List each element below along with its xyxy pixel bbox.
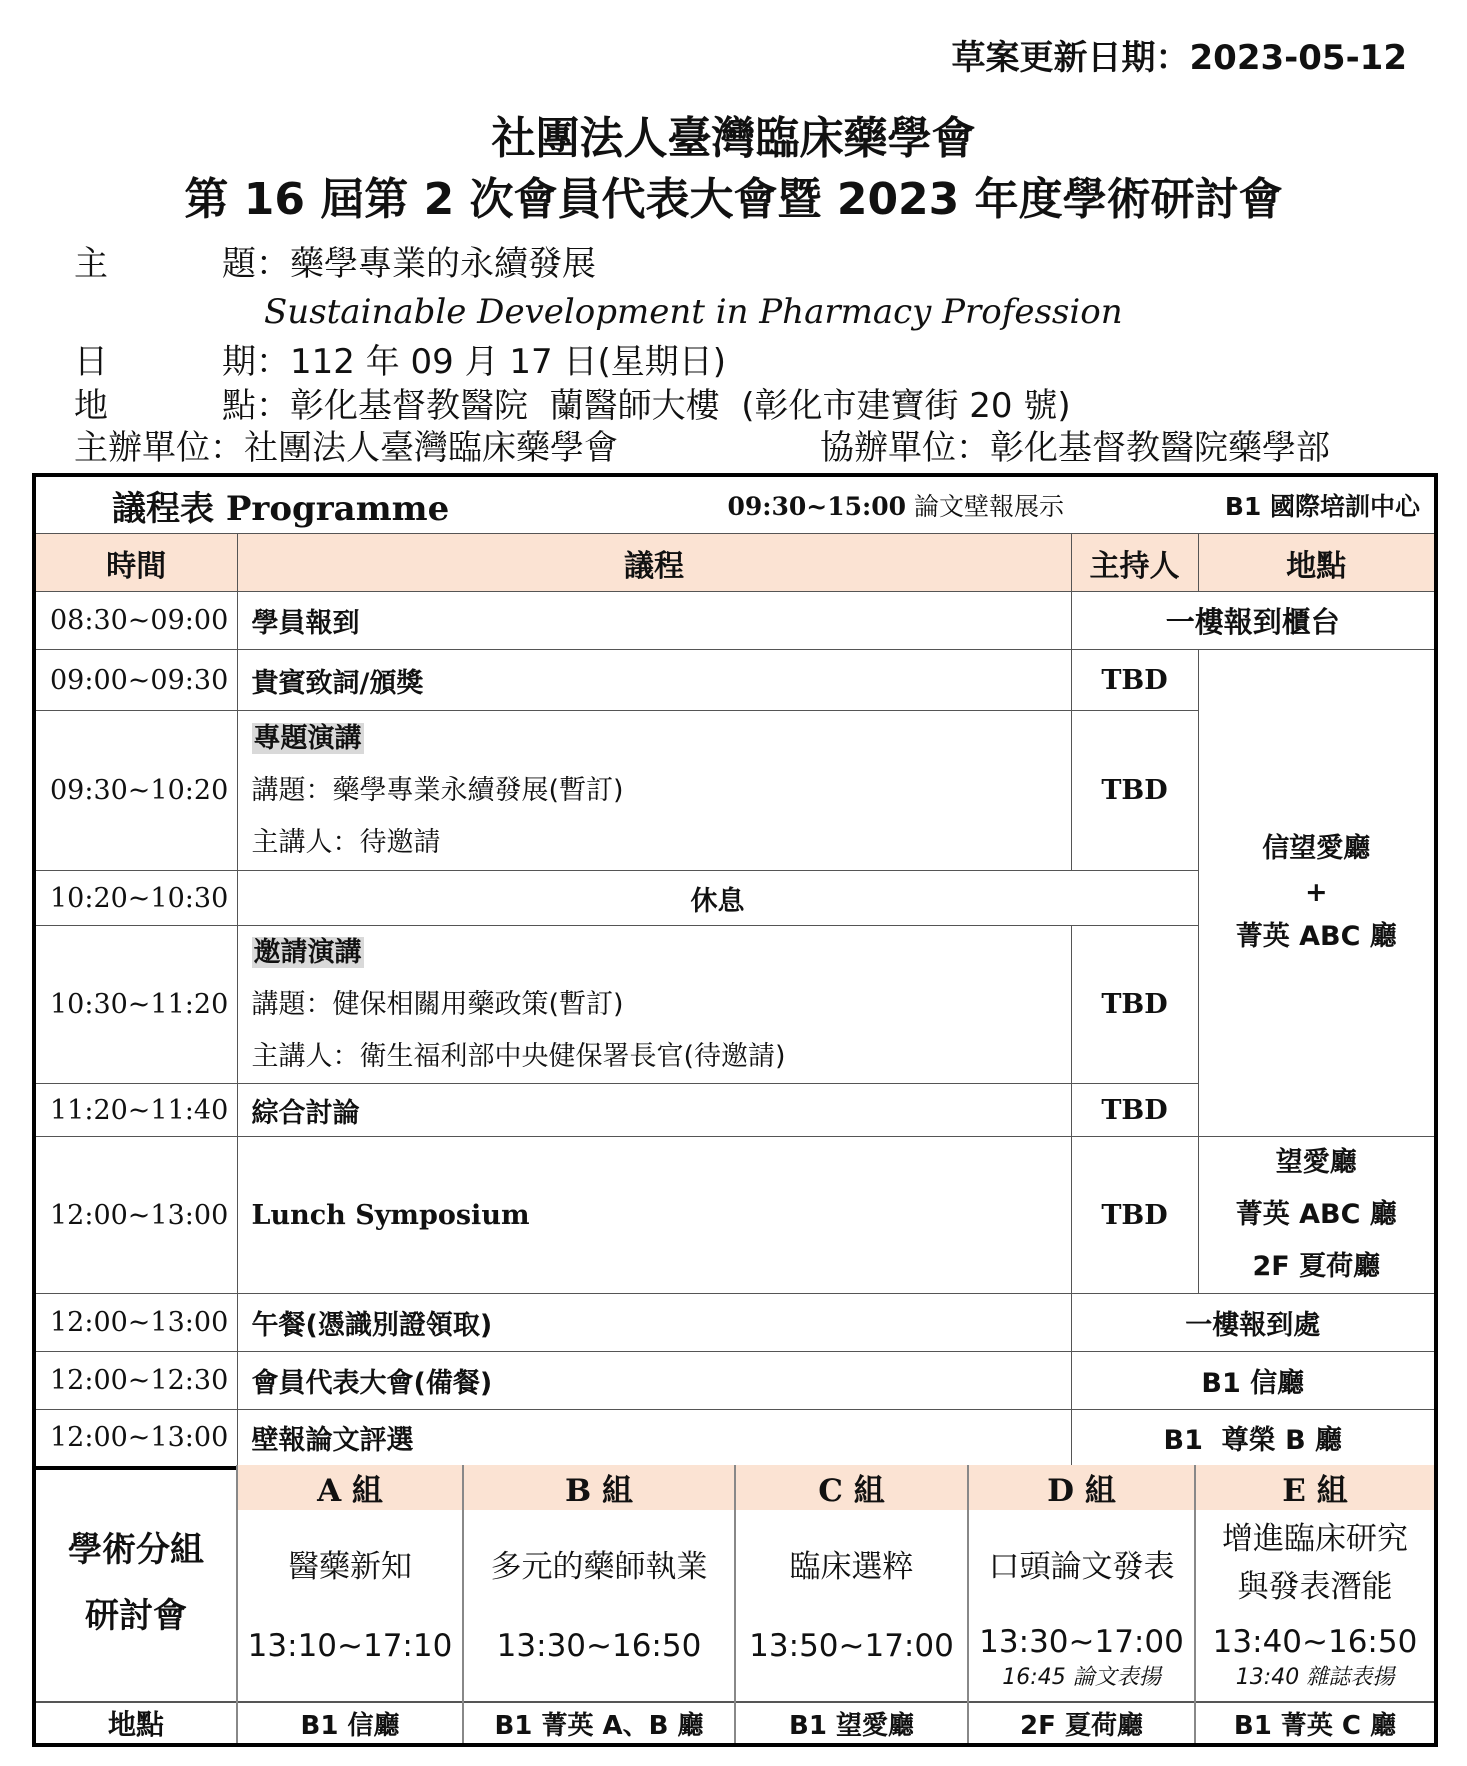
update-date: 草案更新日期：2023-05-12 [951,38,1407,78]
header-location: 地點 [1198,534,1436,592]
org-title: 社團法人臺灣臨床藥學會 [491,113,976,164]
table-row: 09:30~10:20 專題演講 講題：藥學專業永續發展(暫訂) 主講人：待邀請 TBD [34,711,1436,871]
table-header-row [34,534,1436,592]
table-row: 08:30~09:00 學員報到 一樓報到櫃台 [34,592,1436,650]
poster-loc: B1 國際培訓中心 [1224,492,1421,521]
event-title: 第 16 屆第 2 次會員代表大會暨 2023 年度學術研討會 [184,174,1283,225]
table-row: 12:00~13:00 壁報論文評選 B1 尊榮 B 廳 [34,1410,1436,1468]
sessions-table [32,1465,1438,1747]
sessions-time-row: 13:10~17:10 13:30~16:50 13:50~17:00 13:30~17:00 16:45 論文表揚 13:40~16:50 13:40 雜誌表揚 [34,1616,1436,1701]
header-host: 主持人 [1071,534,1198,592]
co-host-org: 彰化基督教醫院藥學部 [990,428,1330,468]
keynote-tag: 專題演講 [253,722,362,754]
host-org: 社團法人臺灣臨床藥學會 [244,428,618,468]
theme-line: 主 題：藥學專業的永續發展 [74,244,596,284]
co-host-line: 協辦單位：彰化基督教醫院藥學部 [820,428,1330,468]
header-agenda: 議程 [237,534,1071,592]
sessions-loc-row: 地點 B1 信廳 B1 菁英 A、B 廳 B1 望愛廳 2F 夏荷廳 B1 菁英 C 廳 [34,1702,1436,1745]
event-place: 彰化基督教醫院 蘭醫師大樓 (彰化市建寶街 20 號) [290,386,1071,426]
poster-time: 09:30~15:00 [727,492,907,521]
programme-title-row [34,475,1436,534]
programme-title: 議程表 Programme [34,475,1071,534]
date-line: 日 期：112 年 09 月 17 日(星期日) [74,342,726,382]
table-row: 11:20~11:40 綜合討論 TBD [34,1084,1436,1137]
invited-tag: 邀請演講 [253,936,362,968]
event-date: 112 年 09 月 17 日(星期日) [290,342,726,382]
sessions-label: 學術分組 研討會 [34,1465,237,1702]
host-line: 主辦單位：社團法人臺灣臨床藥學會 [74,428,618,468]
table-row: 10:20~10:30 休息 [34,871,1436,926]
theme-zh: 藥學專業的永續發展 [290,244,596,284]
table-row: 12:00~12:30 會員代表大會(備餐) B1 信廳 [34,1352,1436,1410]
merged-location: 信望愛廳 + 菁英 ABC 廳 [1198,650,1436,1137]
header-time: 時間 [34,534,237,592]
theme-en: Sustainable Development in Pharmacy Profession [264,292,1123,332]
poster-info [727,475,1436,534]
table-row: 09:00~09:30 貴賓致詞/頒獎 TBD 信望愛廳 + 菁英 ABC 廳 [34,650,1436,711]
poster-text: 論文壁報展示 [914,492,1065,521]
table-row: 10:30~11:20 邀請演講 講題：健保相關用藥政策(暫訂) 主講人：衛生福利部中央健保署長官(待邀請) TBD [34,926,1436,1084]
place-line: 地 點：彰化基督教醫院 蘭醫師大樓 (彰化市建寶街 20 號) [74,386,1071,426]
sessions-topic-row: 醫藥新知 多元的藥師執業 臨床選粹 口頭論文發表 增進臨床研究與發表潛能 [34,1510,1436,1616]
programme-table [32,473,1438,1470]
table-row: 12:00~13:00 Lunch Symposium TBD 望愛廳 菁英 ABC 廳 2F 夏荷廳 [34,1137,1436,1294]
sessions-header-row: 學術分組 研討會 A 組 B 組 C 組 D 組 E 組 [34,1465,1436,1510]
table-row: 12:00~13:00 午餐(憑識別證領取) 一樓報到處 [34,1294,1436,1352]
